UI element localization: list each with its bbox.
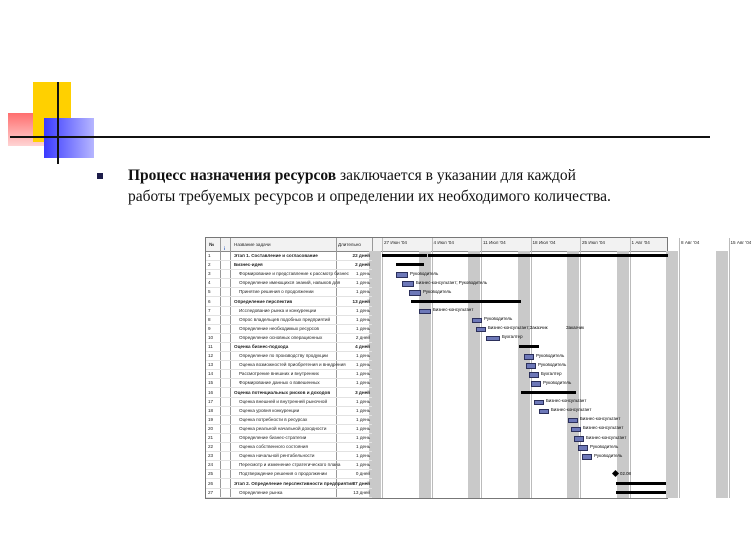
week-label: 27 Июн '04 [384, 240, 407, 245]
table-row[interactable] [206, 343, 372, 352]
week-label: 15 Авг '04 [730, 240, 751, 245]
week-label: 4 Июл '04 [433, 240, 454, 245]
task-bar[interactable] [578, 445, 588, 451]
table-row[interactable] [206, 261, 372, 270]
row-duration: 1 день [356, 425, 370, 431]
row-duration: 2 дней [355, 262, 370, 268]
row-id: 11 [208, 344, 213, 349]
row-duration: 1 день [356, 316, 370, 322]
row-duration: 13 дней [352, 298, 370, 304]
row-duration: 3 дней [355, 389, 370, 395]
weekend-shading [716, 251, 728, 498]
row-duration: 1 день [356, 289, 370, 295]
week-label: 18 Июл '04 [532, 240, 556, 245]
row-duration: 1 день [356, 462, 370, 468]
table-row[interactable] [206, 325, 372, 334]
summary-bar[interactable] [616, 491, 666, 494]
resource-label: Бизнес-консультант [551, 407, 592, 413]
week-divider [630, 238, 631, 498]
resource-label: Бизнес-консультант [433, 307, 474, 313]
resource-label: Руководитель [594, 452, 623, 458]
row-task-name: Оценка внешней и внутренней рыночной [239, 398, 328, 404]
table-row[interactable] [206, 334, 372, 343]
paragraph-line-2: работы требуемых ресурсов и определении их необходимого количества. [128, 188, 611, 205]
resource-label: Руководитель [410, 270, 439, 276]
row-id: 6 [208, 298, 211, 304]
row-task-name: Определение бизнес-стратегии [239, 435, 307, 440]
task-bar[interactable] [486, 336, 500, 342]
row-task-name: Принятие решения о продолжении [239, 289, 314, 295]
row-id: 2 [208, 262, 211, 268]
row-task-name: Определение перспектив [234, 298, 293, 304]
row-task-name: Определение рынка [239, 489, 283, 495]
task-bar[interactable] [419, 309, 431, 315]
header-task-name: Название задачи [234, 242, 271, 247]
task-bar[interactable] [409, 290, 421, 296]
table-row[interactable] [206, 461, 372, 470]
table-row[interactable] [206, 352, 372, 361]
row-task-name: Оценка уровня конкуренции [239, 407, 300, 413]
summary-bar[interactable] [382, 254, 427, 257]
task-bar[interactable] [539, 409, 549, 415]
task-bar[interactable] [582, 454, 592, 460]
week-label: 11 Июл '04 [483, 240, 506, 245]
row-task-name: Опрос владельцев подобных предприятий [239, 316, 331, 322]
gantt-chart [205, 237, 751, 499]
resource-label: Бизнес-консультант [580, 416, 621, 422]
row-task-name: Оценка потребности в ресурсах [239, 416, 308, 422]
row-id: 22 [208, 444, 214, 450]
table-row[interactable] [206, 270, 372, 279]
weekend-shading [617, 251, 629, 498]
row-id: 15 [208, 380, 214, 386]
row-task-name: Этап 2. Определение перспективности предприятия [234, 480, 354, 486]
row-task-name: Определение по производству продукции [239, 353, 328, 359]
row-id: 8 [208, 316, 211, 322]
bullet-marker [97, 173, 103, 179]
table-row[interactable] [206, 252, 372, 261]
resource-label: Руководитель [538, 361, 567, 367]
header-id: № [209, 242, 215, 247]
row-id: 26 [208, 480, 214, 486]
row-task-name: Оценка реальной начальной доходности [239, 425, 327, 431]
row-id: 13 [208, 362, 214, 368]
row-duration: 0 дней [355, 471, 370, 477]
row-task-name: Формирование данных о взвешенных [239, 380, 320, 386]
row-task-name: Исследование рынка и конкуренции [239, 307, 317, 313]
summary-bar[interactable] [428, 254, 668, 257]
task-bar[interactable] [526, 363, 536, 369]
row-task-name: Бизнес-идея [234, 262, 263, 268]
row-duration: 1 день [356, 271, 370, 277]
resource-label: Бухгалтер [502, 334, 523, 340]
table-row[interactable] [206, 279, 372, 288]
paragraph-bold-term: Процесс назначения ресурсов [128, 167, 337, 184]
table-row[interactable] [206, 452, 372, 461]
row-duration: 1 день [356, 416, 370, 422]
resource-label: Руководитель [590, 443, 619, 449]
row-duration: 1 день [356, 380, 370, 386]
table-row[interactable] [206, 416, 372, 425]
task-bar[interactable] [529, 372, 539, 378]
row-task-name: Оценка возможностей приобретения и внедрения [239, 362, 346, 368]
summary-bar[interactable] [616, 482, 666, 485]
week-label: 25 Июл '04 [582, 240, 605, 245]
table-row[interactable] [206, 370, 372, 379]
resource-label: Бизнес-консультант [546, 398, 587, 404]
week-label: 8 Авг '04 [681, 240, 700, 245]
week-divider [432, 238, 433, 498]
week-label: 1 Авг '04 [631, 240, 650, 245]
weekend-shading [468, 251, 480, 498]
row-id: 7 [208, 307, 211, 313]
row-duration: 1 день [356, 353, 370, 359]
summary-bar[interactable] [411, 300, 521, 303]
row-id: 20 [208, 425, 214, 431]
row-id: 18 [208, 407, 214, 413]
table-row[interactable] [206, 443, 372, 452]
week-divider [580, 238, 581, 498]
task-bar[interactable] [472, 318, 482, 324]
table-row[interactable] [206, 307, 372, 316]
row-id: 3 [208, 271, 211, 277]
week-divider [729, 238, 730, 498]
row-duration: 1 день [356, 453, 370, 459]
resource-label: Бизнес-консультант;Заказчик [488, 325, 548, 331]
row-task-name: Определение основных операционных [239, 334, 323, 340]
table-row[interactable] [206, 379, 372, 388]
resource-label: Бизнес-консультант; Руководитель [416, 279, 488, 285]
week-divider [481, 238, 482, 498]
row-duration: 13 дней [353, 489, 370, 495]
row-id: 25 [208, 471, 214, 477]
task-bar[interactable] [534, 400, 544, 406]
row-id: 12 [208, 353, 214, 359]
resource-label: Бизнес-консультант [586, 434, 627, 440]
row-task-name: Оценка бизнес-подхода [234, 344, 289, 349]
table-row[interactable] [206, 288, 372, 297]
row-task-name: Оценка собственного состояния [239, 444, 308, 450]
corner-blue-square [44, 118, 94, 158]
table-row[interactable] [206, 316, 372, 325]
row-task-name: Формирование и представление к рассмотр бизнес [239, 271, 349, 277]
week-divider [679, 238, 680, 498]
table-row[interactable] [206, 298, 372, 307]
row-task-name: Подтверждение решения о продолжении [239, 471, 327, 477]
task-bar[interactable] [574, 436, 584, 442]
resource-label: Заказчик [566, 325, 585, 331]
row-task-name: Рассмотрение внешних и внутренних [239, 371, 319, 377]
table-row[interactable] [206, 489, 372, 498]
table-row[interactable] [206, 470, 372, 479]
row-id: 10 [208, 334, 214, 340]
row-id: 17 [208, 398, 214, 404]
summary-bar[interactable] [519, 345, 539, 348]
row-duration: 4 дней [355, 344, 370, 349]
task-bar[interactable] [568, 418, 578, 424]
corner-vertical-line [57, 82, 59, 164]
row-id: 19 [208, 416, 214, 422]
row-id: 9 [208, 325, 211, 331]
table-row[interactable] [206, 407, 372, 416]
weekend-shading [518, 251, 530, 498]
row-duration: 1 день [356, 435, 370, 440]
row-task-name: Определение необходимых ресурсов [239, 325, 319, 331]
paragraph-line-1-rest: заключается в указании для каждой [336, 167, 576, 184]
table-row[interactable] [206, 398, 372, 407]
resource-label: Руководитель [423, 288, 452, 294]
table-row[interactable] [206, 361, 372, 370]
row-task-name: Оценка начальной рентабельности [239, 453, 315, 459]
task-bar[interactable] [524, 354, 534, 360]
resource-label: Руководитель [543, 379, 572, 385]
task-bar[interactable] [531, 381, 541, 387]
summary-bar[interactable] [396, 263, 424, 266]
row-duration: 37 дней [352, 480, 370, 486]
table-row[interactable] [206, 480, 372, 489]
resource-label: Бизнес-консультант [583, 425, 624, 431]
row-task-name: Определение имеющихся знаний, навыков для [239, 280, 341, 286]
row-id: 4 [208, 280, 211, 286]
weekend-shading [666, 251, 678, 498]
row-id: 24 [208, 462, 214, 468]
row-duration: 1 день [356, 280, 370, 286]
row-duration: 1 день [356, 362, 370, 368]
task-bar[interactable] [402, 281, 414, 287]
task-bar[interactable] [571, 427, 581, 433]
row-duration: 1 день [356, 307, 370, 313]
row-duration: 1 день [356, 325, 370, 331]
row-id: 27 [208, 489, 214, 495]
row-duration: 2 дней [355, 334, 370, 340]
row-task-name: Этап 1. Составление и согласование [234, 253, 318, 258]
row-duration: 1 день [356, 444, 370, 450]
resource-label: Руководитель [484, 316, 513, 322]
header-duration: Длительно [338, 242, 361, 247]
weekend-shading [567, 251, 579, 498]
task-bar[interactable] [396, 272, 408, 278]
header-horizontal-line [10, 136, 710, 138]
table-row[interactable] [206, 425, 372, 434]
row-id: 16 [208, 389, 214, 395]
row-task-name: Оценка потенциальных рисков и доходов [234, 389, 331, 395]
row-id: 5 [208, 289, 211, 295]
resource-label: Бухгалтер [541, 370, 562, 376]
table-row[interactable] [206, 389, 372, 398]
info-icon: i [224, 246, 226, 251]
resource-label: Руководитель [536, 352, 565, 358]
resource-label: 02.08 [620, 470, 631, 476]
summary-bar[interactable] [521, 391, 576, 394]
row-task-name: Пересмотр и изменение стратегического плана [239, 462, 341, 468]
row-duration: 1 день [356, 371, 370, 377]
task-bar[interactable] [476, 327, 486, 333]
row-duration: 22 дней [352, 253, 370, 258]
table-row[interactable] [206, 434, 372, 443]
week-divider [382, 238, 383, 498]
row-id: 14 [208, 371, 214, 377]
row-id: 1 [208, 253, 211, 258]
row-id: 21 [208, 435, 214, 440]
slide-paragraph [128, 165, 708, 207]
row-duration: 1 день [356, 407, 370, 413]
row-duration: 1 день [356, 398, 370, 404]
row-id: 23 [208, 453, 214, 459]
